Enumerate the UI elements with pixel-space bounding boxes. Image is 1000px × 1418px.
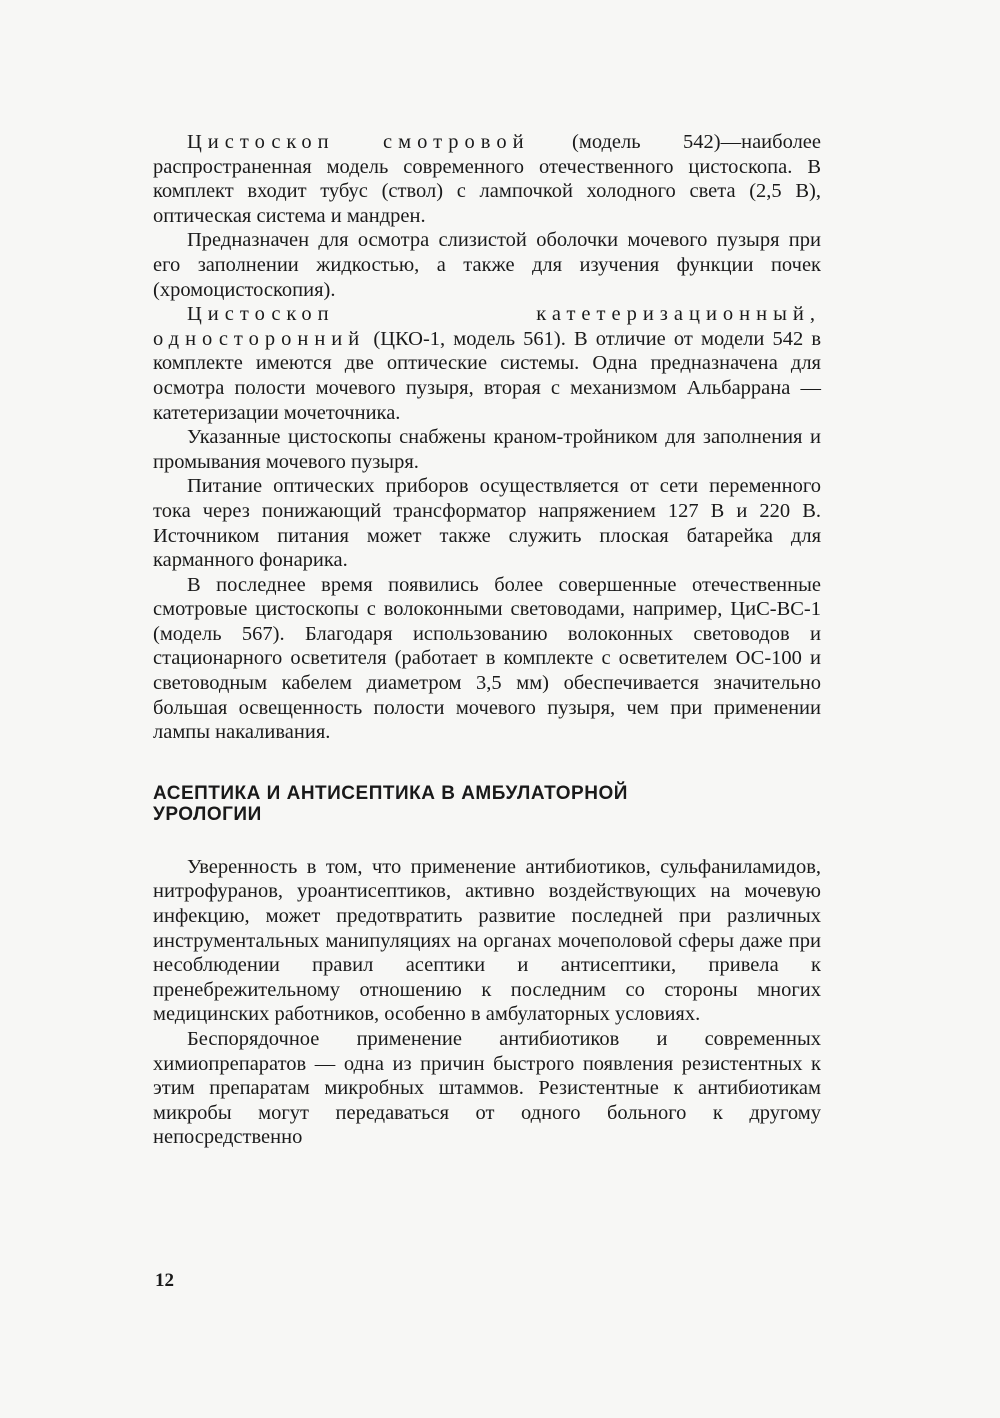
heading-line-1: АСЕПТИКА И АНТИСЕПТИКА В АМБУЛАТОРНОЙ <box>153 782 628 804</box>
paragraph-cystoscope-viewing <box>153 130 821 228</box>
paragraph-power: Питание оптических приборов осуществляется от сети переменного тока через понижающий трансформатор напряжением 127 В и 220 В. Источником питания может также служить плоская батарейка для карманного фонарика. <box>153 475 821 572</box>
page-body <box>153 130 821 1150</box>
heading-line-2: УРОЛОГИИ <box>153 803 262 825</box>
paragraph-tap: Указанные цистоскопы снабжены краном-тройником для заполнения и промывания мочевого пузыря. <box>153 426 821 473</box>
page-number: 12 <box>155 1270 174 1291</box>
paragraph-resistance: Беспорядочное применение антибиотиков и современных химиопрепаратов — одна из причин быстрого появления резистентных к этим препаратам микробных штаммов. Резистентные к антибиотикам микробы могут передаваться от одного больного к другому непосредственно <box>153 1028 821 1149</box>
paragraph-text: (модель 542)—наиболее распространенная модель современного отечественного цистоскопа. В комплект входит тубус (ствол) с лампочкой холодного света (2,5 В), оптическая система и мандрен. <box>153 131 821 227</box>
paragraph-confidence: Уверенность в том, что применение антибиотиков, сульфаниламидов, нитрофуранов, уроантисептиков, активно воздействующих на мочевую инфекцию, может предотвратить развитие последней при различных инструментальных манипуляциях на органах мочеполовой сферы даже при несоблюдении правил асептики и антисептики, привела к пренебрежительному отношению к последним со стороны многих медицинских работников, особенно в амбулаторных условиях. <box>153 855 821 1026</box>
term-catheter-cystoscope: Цистоскоп катетеризационный, односторонний <box>153 303 821 350</box>
paragraph-cystoscope-catheter <box>153 302 821 425</box>
paragraph-text: (ЦКО-1, модель 561). В отличие от модели 542 в комплекте имеются две оптические системы. Одна предназначена для осмотра полости мочевого пузыря, вторая с механизмом Альбаррана — катетеризации мочеточника. <box>153 327 822 424</box>
paragraph-fiber-optics: В последнее время появились более совершенные отечественные смотровые цистоскопы с волоконными световодами, например, ЦиС-ВС-1 (модель 567). Благодаря использованию волоконных световодов и стационарного осветителя (работает в комплекте с осветителем ОС-100 и световодным кабелем диаметром 3,5 мм) обеспечивается значительно большая освещенность полости мочевого пузыря, чем при применении лампы накаливания. <box>153 573 821 744</box>
term-viewing-cystoscope: Цистоскоп смотровой <box>187 131 530 153</box>
section-heading <box>153 783 821 825</box>
paragraph-purpose: Предназначен для осмотра слизистой оболочки мочевого пузыря при его заполнении жидкостью, а также для изучения функции почек (хромоцистоскопия). <box>153 229 821 301</box>
